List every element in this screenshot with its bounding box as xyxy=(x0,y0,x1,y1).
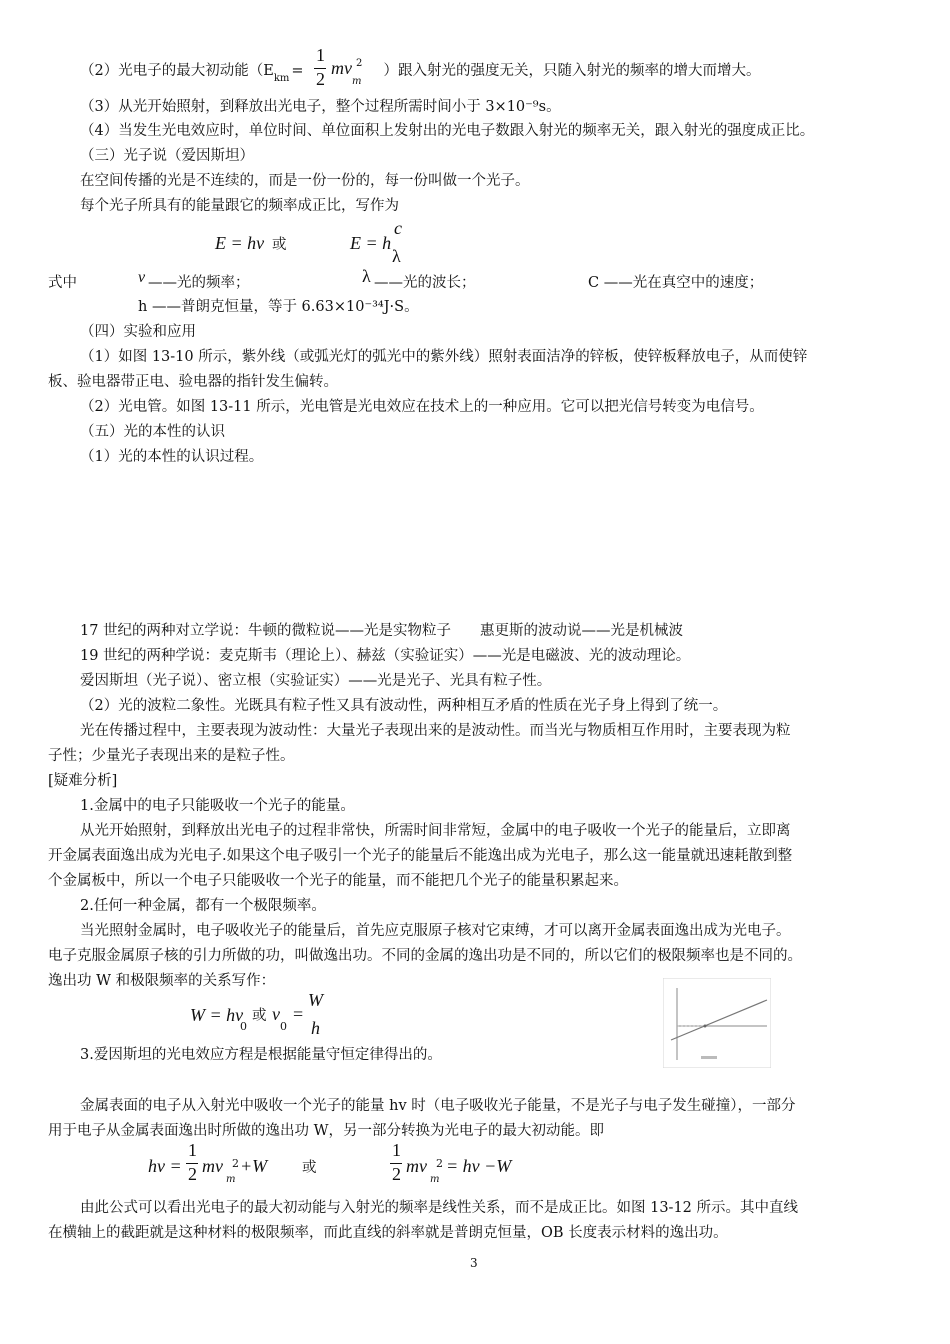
section-heading: （三）光子说（爱因斯坦） xyxy=(80,148,254,164)
superscript: 2 xyxy=(232,1157,239,1170)
text-line: （3）从光开始照射，到释放出光电子，整个过程所需时间小于 3×10⁻⁹s。 xyxy=(80,99,561,115)
text-line: 爱因斯坦（光子说）、密立根（实验证实）——光是光子、光具有粒子性。 xyxy=(80,673,552,689)
text-line: 2.任何一种金属，都有一个极限频率。 xyxy=(80,898,326,914)
text-span: ——光的频率； xyxy=(148,275,250,291)
text-line: 由此公式可以看出光电子的最大初动能与入射光的频率是线性关系，而不是成正比。如图 13-12 所示。其中直线 xyxy=(80,1200,799,1216)
text-line: 板、验电器带正电、验电器的指针发生偏转。 xyxy=(48,374,338,390)
text-line: （2）光的波粒二象性。光既具有粒子性又具有波动性，两种相互矛盾的性质在光子身上得到了统一。 xyxy=(80,698,728,714)
text-line: 当光照射金属时，电子吸收光子的能量后，首先应克服原子核对它束缚，才可以离开金属表面逸出成为光电子。 xyxy=(80,923,791,939)
text-line: 开金属表面逸出成为光电子.如果这个电子吸引一个光子的能量后不能逸出成为光电子，那么这一能量就迅速耗散到整 xyxy=(48,848,793,864)
formula-plus-w: +W xyxy=(240,1156,268,1176)
text-line: 在横轴上的截距就是这种材料的极限频率，而此直线的斜率就是普朗克恒量，OB 长度表示材料的逸出功。 xyxy=(48,1225,728,1241)
equation-hv: hv = xyxy=(148,1156,182,1176)
formula-hv-minus-w: = hv −W xyxy=(446,1156,512,1176)
text-line: 每个光子所具有的能量跟它的频率成正比，写作为 xyxy=(80,198,399,214)
text-line: 1.金属中的电子只能吸收一个光子的能量。 xyxy=(80,798,355,814)
text-line: 个金属板中，所以一个电子只能吸收一个光子的能量，而不能把几个光子的能量积累起来。 xyxy=(48,873,628,889)
fraction-denominator: λ xyxy=(392,246,401,266)
fraction-numerator: c xyxy=(394,218,402,238)
symbol-nu: v xyxy=(138,269,146,286)
equals-sign: = xyxy=(293,1004,304,1024)
subscript: 0 xyxy=(240,1020,247,1033)
text-span: 式中 xyxy=(48,275,77,291)
fraction-denominator: h xyxy=(311,1018,320,1038)
text-line xyxy=(80,60,761,84)
section-heading: （五）光的本性的认识 xyxy=(80,424,225,440)
figure-13-12-graph xyxy=(663,978,771,1068)
text-line: 从光开始照射，到释放出光电子的过程非常快，所需时间非常短，金属中的电子吸收一个光子的能量后，立即离 xyxy=(80,823,791,839)
section-heading: （四）实验和应用 xyxy=(80,324,196,340)
text-line: 3.爱因斯坦的光电效应方程是根据能量守恒定律得出的。 xyxy=(80,1047,442,1063)
formula-mv: mv xyxy=(406,1156,427,1176)
subscript: m xyxy=(226,1174,236,1185)
fraction-numerator: W xyxy=(308,990,323,1010)
fraction-denominator: 2 xyxy=(392,1164,401,1184)
text-line: 在空间传播的光是不连续的，而是一份一份的，每一份叫做一个光子。 xyxy=(80,173,530,189)
formula-mv: mv xyxy=(202,1156,223,1176)
superscript: 2 xyxy=(436,1157,443,1170)
text-line: （4）当发生光电效应时，单位时间、单位面积上发射出的光电子数跟入射光的频率无关，跟入射光的强度成正比。 xyxy=(80,123,815,139)
text-span: （2）光电子的最大初动能（E xyxy=(80,63,274,79)
text-or: 或 xyxy=(272,237,287,253)
fraction-numerator: 1 xyxy=(316,45,325,65)
fraction-numerator: 1 xyxy=(392,1140,401,1160)
symbol-nu: v xyxy=(272,1004,280,1024)
text-span: C ——光在真空中的速度； xyxy=(588,275,764,291)
text-span: ——光的波长； xyxy=(374,275,476,291)
subscript: km xyxy=(273,73,290,84)
text-or: 或 xyxy=(302,1160,317,1176)
text-line: （2）光电管。如图 13-11 所示，光电管是光电效应在技术上的一种应用。它可以把光信号转变为电信号。 xyxy=(80,399,764,415)
superscript: 2 xyxy=(356,58,363,69)
equation-e-hv: E = hv xyxy=(215,233,265,253)
text-line: 光在传播过程中，主要表现为波动性：大量光子表现出来的是波动性。而当光与物质相互作用时，主要表现为粒 xyxy=(80,723,791,739)
equals-sign: = xyxy=(291,63,304,79)
text-span: ）跟入射光的强度无关，只随入射光的频率的增大而增大。 xyxy=(383,63,761,79)
text-line: 电子克服金属原子核的引力所做的功，叫做逸出功。不同的金属的逸出功是不同的，所以它们的极限频率也是不同的。 xyxy=(48,948,802,964)
fraction-denominator: 2 xyxy=(188,1164,197,1184)
text-line: 17 世纪的两种对立学说：牛顿的微粒说——光是实物粒子 惠更斯的波动说——光是机械波 xyxy=(80,623,684,639)
subscript: m xyxy=(430,1174,440,1185)
page-number: 3 xyxy=(470,1256,478,1270)
formula-mv: mv xyxy=(331,58,352,78)
text-line: 用于电子从金属表面逸出时所做的逸出功 W，另一部分转换为光电子的最大初动能。即 xyxy=(48,1123,605,1139)
text-line: h ——普朗克恒量，等于 6.63×10⁻³⁴J·S。 xyxy=(138,299,419,315)
section-heading: [疑难分析] xyxy=(48,773,118,789)
subscript: 0 xyxy=(280,1020,287,1033)
symbol-lambda: λ xyxy=(362,266,371,286)
text-line: 19 世纪的两种学说：麦克斯韦（理论上）、赫兹（实验证实）——光是电磁波、光的波动理论。 xyxy=(80,648,691,664)
text-or: 或 xyxy=(252,1008,267,1024)
subscript: m xyxy=(352,76,362,87)
equation-w-hv0: W = hv xyxy=(190,1005,244,1025)
text-line: 金属表面的电子从入射光中吸收一个光子的能量 hv 时（电子吸收光子能量，不是光子与电子发生碰撞），一部分 xyxy=(80,1098,796,1114)
fraction-numerator: 1 xyxy=(188,1140,197,1160)
text-line: （1）光的本性的认识过程。 xyxy=(80,449,264,465)
equation-e-hc: E = h xyxy=(350,233,392,253)
text-line: 逸出功 W 和极限频率的关系写作： xyxy=(48,973,276,989)
text-line: 子性；少量光子表现出来的是粒子性。 xyxy=(48,748,295,764)
text-line: （1）如图 13-10 所示，紫外线（或弧光灯的弧光中的紫外线）照射表面洁净的锌板，使锌板释放电子，从而使锌 xyxy=(80,349,808,365)
fraction-denominator: 2 xyxy=(316,69,325,89)
